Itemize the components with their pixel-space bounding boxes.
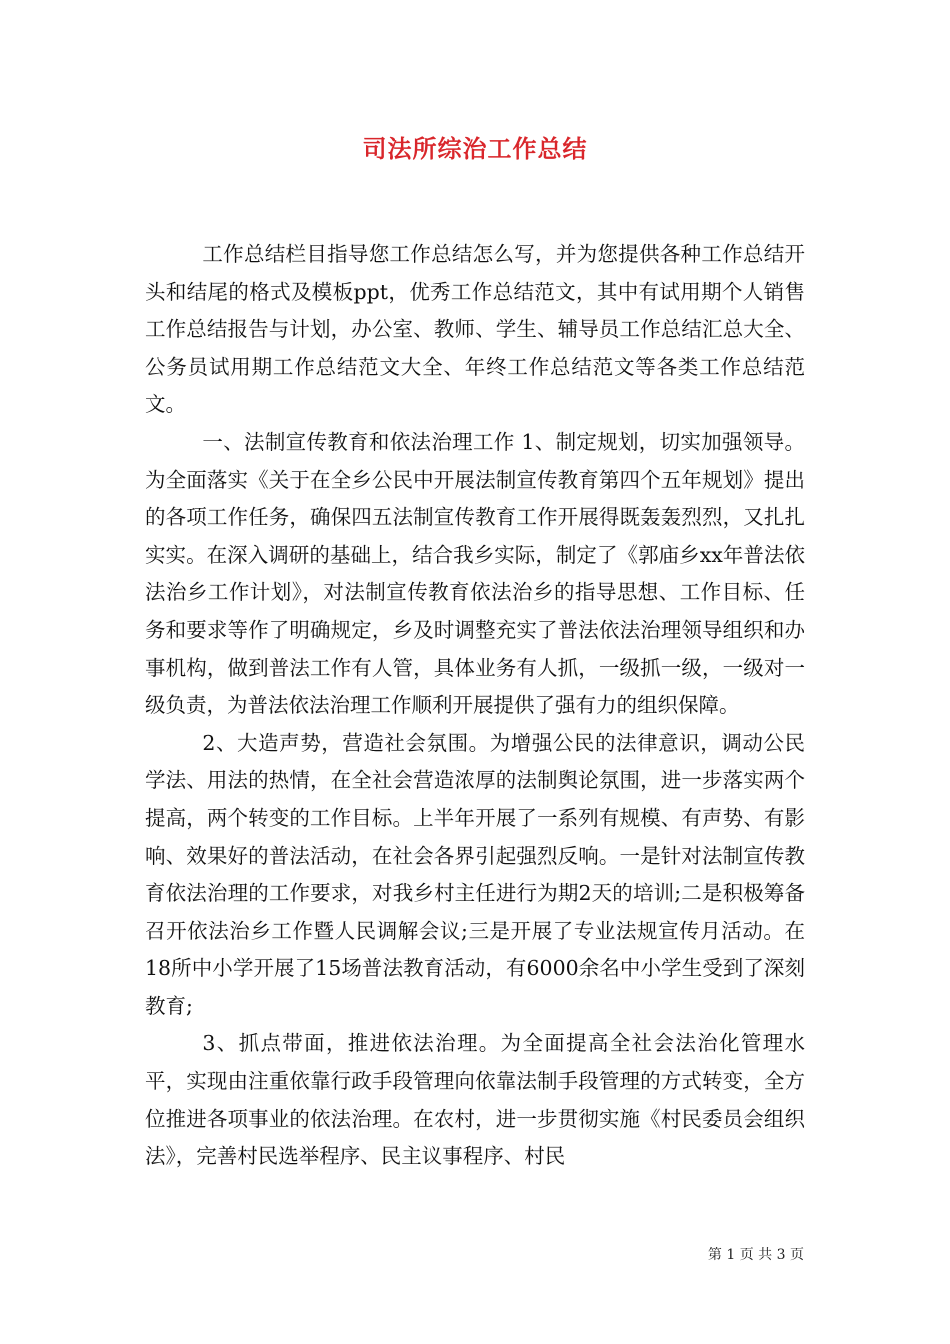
- paragraph-section-3: 3、抓点带面，推进依法治理。为全面提高全社会法治化管理水平，实现由注重依靠行政手段管理向依靠法制手段管理的方式转变，全方位推进各项事业的依法治理。在农村，进一步贯彻实施《村民委员会组织法》，完善村民选举程序、民主议事程序、村民: [145, 1031, 805, 1169]
- paragraph-section-1: 一、法制宣传教育和依法治理工作 1、制定规划，切实加强领导。为全面落实《关于在全乡公民中开展法制宣传教育第四个五年规划》提出的各项工作任务，确保四五法制宣传教育工作开展得既轰轰烈烈，又扎扎实实。在深入调研的基础上，结合我乡实际，制定了《郭庙乡xx年普法依法治乡工作计划》，对法制宣传教育依法治乡的指导思想、工作目标、任务和要求等作了明确规定，乡及时调整充实了普法依法治理领导组织和办事机构，做到普法工作有人管，具体业务有人抓，一级抓一级，一级对一级负责，为普法依法治理工作顺利开展提供了强有力的组织保障。: [145, 429, 805, 718]
- page-number: 第 1 页 共 3 页: [707, 1247, 804, 1263]
- document-body: [145, 236, 805, 1176]
- paragraph-intro: 工作总结栏目指导您工作总结怎么写，并为您提供各种工作总结开头和结尾的格式及模板ppt，优秀工作总结范文，其中有试用期个人销售工作总结报告与计划，办公室、教师、学生、辅导员工作总结汇总大全、公务员试用期工作总结范文大全、年终工作总结范文等各类工作总结范文。: [145, 242, 805, 417]
- document-title: 司法所综治工作总结: [362, 134, 588, 163]
- paragraph-section-2: 2、大造声势，营造社会氛围。为增强公民的法律意识，调动公民学法、用法的热情，在全社会营造浓厚的法制舆论氛围，进一步落实两个提高，两个转变的工作目标。上半年开展了一系列有规模、有声势、有影响、效果好的普法活动，在社会各界引起强烈反响。一是针对法制宣传教育依法治理的工作要求，对我乡村主任进行为期2天的培训;二是积极筹备召开依法治乡工作暨人民调解会议;三是开展了专业法规宣传月活动。在18所中小学开展了15场普法教育活动，有6000余名中小学生受到了深刻教育;: [145, 730, 805, 1018]
